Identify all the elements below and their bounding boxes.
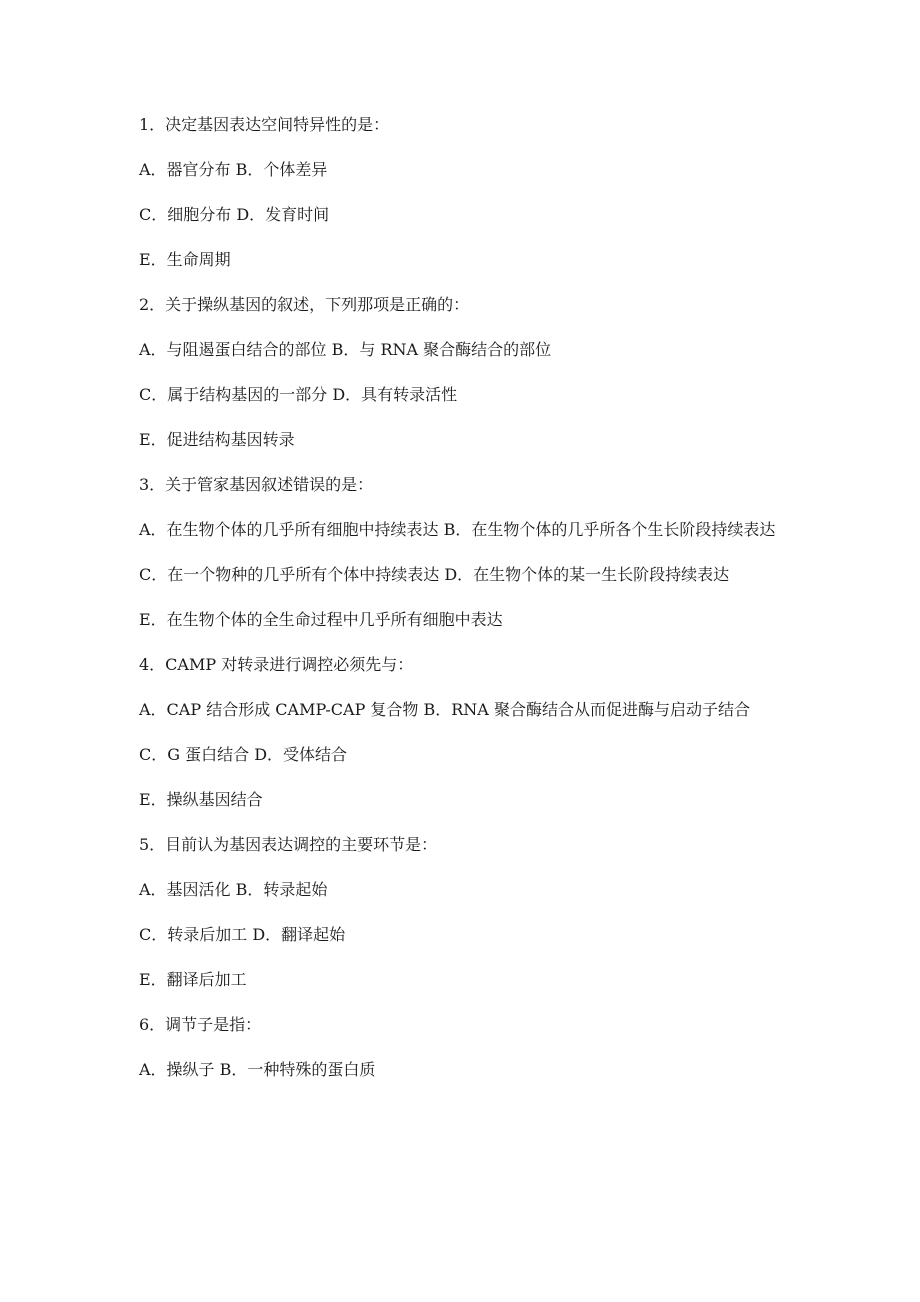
question-3-options-ab: A．在生物个体的几乎所有细胞中持续表达 B．在生物个体的几乎所各个生长阶段持续表达 [139,520,776,539]
question-1-stem: 1．决定基因表达空间特异性的是： [139,115,390,134]
question-2-option-e: E．促进结构基因转录 [139,430,295,449]
question-5-stem: 5．目前认为基因表达调控的主要环节是： [139,835,438,854]
question-6-stem: 6．调节子是指： [139,1015,262,1034]
question-5-option-e: E．翻译后加工 [139,970,247,989]
question-4-options-cd: C．G 蛋白结合 D．受体结合 [139,745,348,764]
question-5-options-cd: C．转录后加工 D．翻译起始 [139,925,346,944]
question-2-options-ab: A．与阻遏蛋白结合的部位 B．与 RNA 聚合酶结合的部位 [139,340,552,359]
question-6-options-ab: A．操纵子 B．一种特殊的蛋白质 [139,1060,376,1079]
question-3-stem: 3．关于管家基因叙述错误的是： [139,475,374,494]
question-4-option-e: E．操纵基因结合 [139,790,263,809]
question-1-options-ab: A．器官分布 B．个体差异 [139,160,328,179]
question-1-option-e: E．生命周期 [139,250,231,269]
question-3-option-e: E．在生物个体的全生命过程中几乎所有细胞中表达 [139,610,503,629]
question-list [139,113,789,1103]
question-4-stem: 4．CAMP 对转录进行调控必须先与： [139,655,414,674]
question-4-options-ab: A．CAP 结合形成 CAMP-CAP 复合物 B．RNA 聚合酶结合从而促进酶与启动子结合 [139,700,750,719]
question-1-options-cd: C．细胞分布 D．发育时间 [139,205,330,224]
question-3-options-cd: C．在一个物种的几乎所有个体中持续表达 D．在生物个体的某一生长阶段持续表达 [139,565,730,584]
question-2-options-cd: C．属于结构基因的一部分 D．具有转录活性 [139,385,458,404]
question-5-options-ab: A．基因活化 B．转录起始 [139,880,328,899]
question-2-stem: 2．关于操纵基因的叙述，下列那项是正确的： [139,295,470,314]
